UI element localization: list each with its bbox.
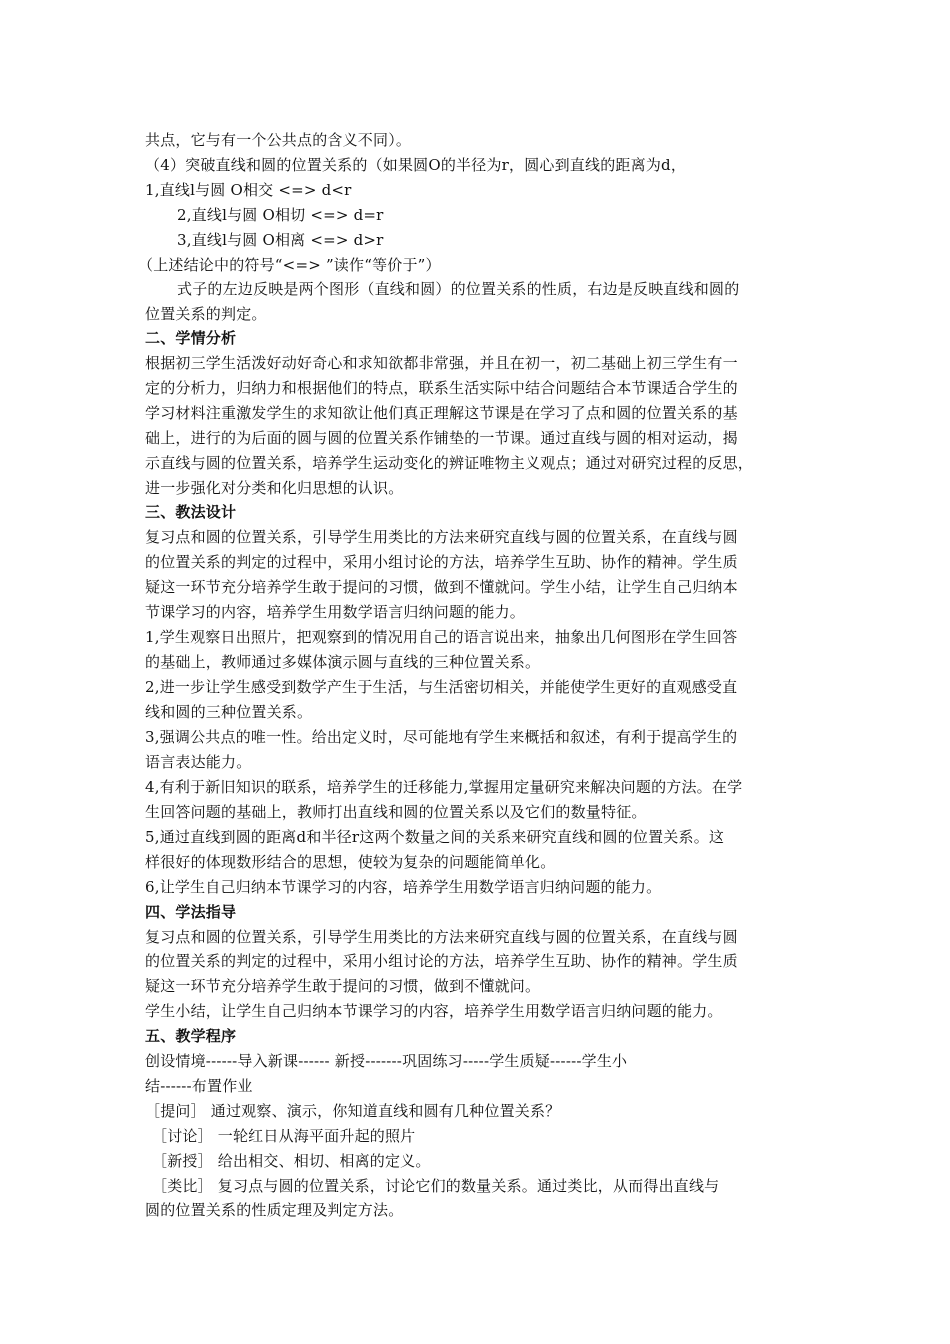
- text-line: 圆的位置关系的性质定理及判定方法。: [145, 1201, 404, 1219]
- text-line: 复习点和圆的位置关系，引导学生用类比的方法来研究直线与圆的位置关系，在直线与圆: [145, 928, 738, 946]
- text-line: 位置关系的判定。: [145, 305, 267, 323]
- text-line: 进一步强化对分类和化归思想的认识。: [145, 479, 404, 497]
- section-heading: 三、教法设计: [145, 503, 237, 521]
- section-heading: 四、学法指导: [145, 903, 237, 921]
- text-line: 共点，它与有一个公共点的含义不同）。: [145, 131, 412, 149]
- text-line: 3,强调公共点的唯一性。给出定义时，尽可能地有学生来概括和叙述，有利于提高学生的: [145, 728, 738, 746]
- text-line: 定的分析力，归纳力和根据他们的特点，联系生活实际中结合问题结合本节课适合学生的: [145, 379, 738, 397]
- text-line: ［讨论］ 一轮红日从海平面升起的照片: [152, 1127, 416, 1145]
- text-line: 节课学习的内容，培养学生用数学语言归纳问题的能力。: [145, 603, 526, 621]
- text-line: 式子的左边反映是两个图形（直线和圆）的位置关系的性质，右边是反映直线和圆的: [177, 280, 740, 298]
- text-line: 示直线与圆的位置关系，培养学生运动变化的辨证唯物主义观点；通过对研究过程的反思，: [145, 454, 754, 472]
- text-line: 3,直线l与圆 O相离 <=> d>r: [177, 231, 384, 249]
- text-line: 生回答问题的基础上，教师打出直线和圆的位置关系以及它们的数量特征。: [145, 803, 647, 821]
- text-line: 样很好的体现数形结合的思想，使较为复杂的问题能简单化。: [145, 853, 556, 871]
- text-line: ［新授］ 给出相交、相切、相离的定义。: [152, 1152, 431, 1170]
- section-heading: 五、教学程序: [145, 1027, 237, 1045]
- text-line: 根据初三学生活泼好动好奇心和求知欲都非常强，并且在初一，初二基础上初三学生有一: [145, 354, 738, 372]
- text-line: 疑这一环节充分培养学生敢于提问的习惯，做到不懂就问。: [145, 977, 541, 995]
- text-line: 1,直线l与圆 O相交 <=> d<r: [145, 181, 352, 199]
- text-line: 1,学生观察日出照片，把观察到的情况用自己的语言说出来，抽象出几何图形在学生回答: [145, 628, 738, 646]
- text-line: 线和圆的三种位置关系。: [145, 703, 313, 721]
- text-line: 学生小结，让学生自己归纳本节课学习的内容，培养学生用数学语言归纳问题的能力。: [145, 1002, 723, 1020]
- text-line: 的位置关系的判定的过程中，采用小组讨论的方法，培养学生互助、协作的精神。学生质: [145, 553, 738, 571]
- text-line: 的基础上，教师通过多媒体演示圆与直线的三种位置关系。: [145, 653, 541, 671]
- text-line: 6,让学生自己归纳本节课学习的内容，培养学生用数学语言归纳问题的能力。: [145, 878, 662, 896]
- text-line: ［类比］ 复习点与圆的位置关系，讨论它们的数量关系。通过类比，从而得出直线与: [152, 1177, 720, 1195]
- text-line: 2,直线l与圆 O相切 <=> d=r: [177, 206, 384, 224]
- text-line: 的位置关系的判定的过程中，采用小组讨论的方法，培养学生互助、协作的精神。学生质: [145, 952, 738, 970]
- section-heading: 二、学情分析: [145, 329, 237, 347]
- text-line: 础上，进行的为后面的圆与圆的位置关系作铺垫的一节课。通过直线与圆的相对运动，揭: [145, 429, 738, 447]
- text-line: 语言表达能力。: [145, 753, 252, 771]
- text-line: 4,有利于新旧知识的联系，培养学生的迁移能力,掌握用定量研究来解决问题的方法。在学: [145, 778, 743, 796]
- text-line: 创设情境------导入新课------ 新授-------巩固练习-----学生质疑------学生小: [145, 1052, 628, 1070]
- text-line: 5,通过直线到圆的距离d和半径r这两个数量之间的关系来研究直线和圆的位置关系。这: [145, 828, 725, 846]
- text-line: 学习材料注重激发学生的求知欲让他们真正理解这节课是在学习了点和圆的位置关系的基: [145, 404, 738, 422]
- text-line: 疑这一环节充分培养学生敢于提问的习惯，做到不懂就问。学生小结，让学生自己归纳本: [145, 578, 738, 596]
- text-line: （4）突破直线和圆的位置关系的（如果圆O的半径为r，圆心到直线的距离为d，: [145, 156, 687, 174]
- text-line: 复习点和圆的位置关系，引导学生用类比的方法来研究直线与圆的位置关系，在直线与圆: [145, 528, 738, 546]
- text-line: （上述结论中的符号“<=> ”读作“等价于”）: [138, 256, 441, 274]
- text-line: ［提问］ 通过观察、演示，你知道直线和圆有几种位置关系？: [145, 1102, 561, 1120]
- text-line: 结------布置作业: [145, 1077, 253, 1095]
- text-line: 2,进一步让学生感受到数学产生于生活，与生活密切相关，并能使学生更好的直观感受直: [145, 678, 738, 696]
